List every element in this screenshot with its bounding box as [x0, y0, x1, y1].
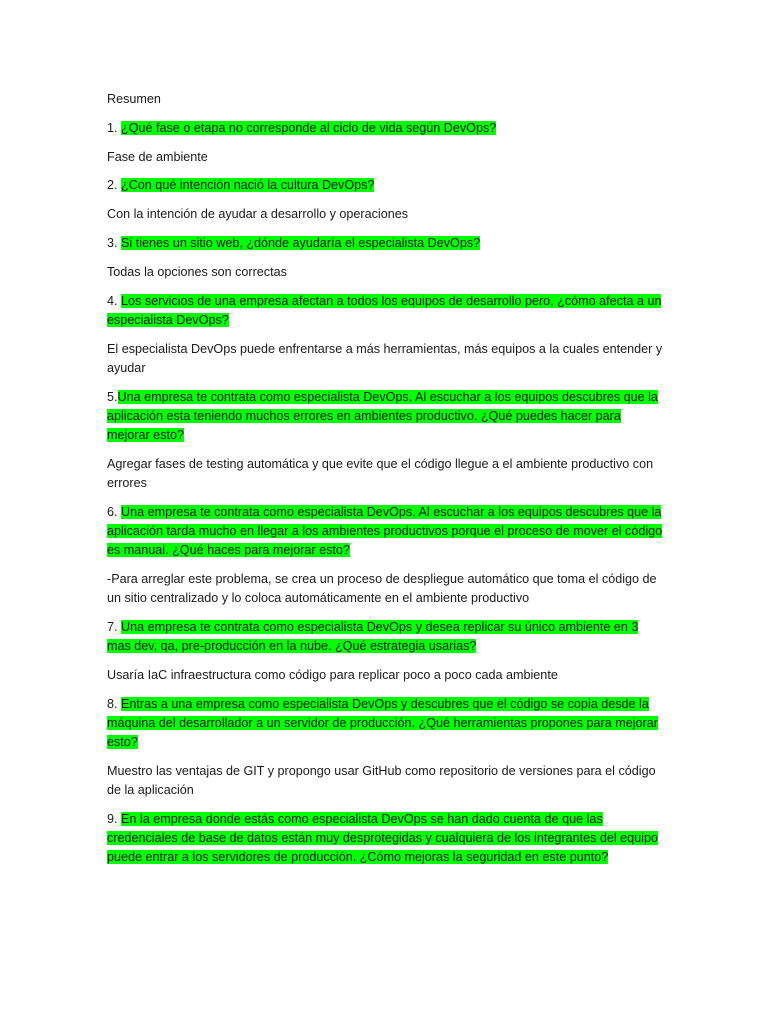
answer-1: Fase de ambiente — [107, 149, 208, 164]
question-1 — [107, 119, 663, 138]
question-2 — [107, 176, 663, 195]
question-7 — [107, 618, 663, 656]
question-text: ¿Qué fase o etapa no corresponde al ciclo de vida según DevOps? — [121, 120, 497, 135]
answer-4: El especialista DevOps puede enfrentarse a más herramientas, más equipos a la cuales entender y ayudar — [107, 341, 663, 375]
question-5 — [107, 388, 663, 446]
question-number: 1. — [107, 120, 122, 135]
question-number: 4. — [107, 293, 122, 308]
question-text: Una empresa te contrata como especialista DevOps. Al escuchar a los equipos descubres que la aplicación tarda mucho en llegar a los ambientes productivos porque el proceso de mover el código es manual. ¿Qué haces para mejorar esto? — [107, 504, 663, 558]
question-number: 6. — [107, 504, 122, 519]
question-number: 5. — [107, 389, 118, 404]
question-text: Si tienes un sitio web, ¿dónde ayudaría el especialista DevOps? — [121, 235, 481, 250]
answer-5: Agregar fases de testing automática y que evite que el código llegue a el ambiente productivo con errores — [107, 456, 654, 490]
question-number: 3. — [107, 235, 122, 250]
question-6 — [107, 503, 663, 561]
document-page — [107, 90, 663, 877]
answer-2: Con la intención de ayudar a desarrollo y operaciones — [107, 207, 409, 222]
question-text: Una empresa te contrata como especialista DevOps. Al escuchar a los equipos descubres que la aplicación esta teniendo muchos errores en ambientes productivo. ¿Qué puedes hacer para mejorar esto? — [107, 389, 658, 442]
question-number: 8. — [107, 696, 122, 711]
answer-3: Todas la opciones son correctas — [107, 264, 287, 279]
question-9 — [107, 810, 663, 868]
question-8 — [107, 695, 663, 753]
question-3 — [107, 234, 663, 253]
question-4 — [107, 292, 663, 330]
question-text: Entras a una empresa como especialista DevOps y descubres que el código se copia desde la máquina del desarrollador a un servidor de producción. ¿Qué herramientas propones para mejorar esto? — [107, 696, 658, 750]
question-number: 2. — [107, 178, 122, 193]
question-text: ¿Con qué intención nació la cultura DevOps? — [121, 178, 375, 193]
answer-8: Muestro las ventajas de GIT y propongo usar GitHub como repositorio de versiones para el código de la aplicación — [107, 763, 656, 798]
question-text: En la empresa donde estás como especialista DevOps se han dado cuenta de que las credenciales de base de datos están muy desprotegidas y cualquiera de los integrantes del equipo puede entrar a los servidores de producción. ¿Cómo mejoras la seguridad en este punto? — [107, 811, 658, 865]
question-number: 7. — [107, 619, 122, 634]
answer-6: -Para arreglar este problema, se crea un proceso de despliegue automático que toma el código de un sitio centralizado y lo coloca automáticamente en el ambiente productivo — [107, 571, 657, 606]
question-text: Los servicios de una empresa afectan a todos los equipos de desarrollo pero, ¿cómo afecta a un especialista DevOps? — [107, 293, 662, 327]
document-heading: Resumen — [107, 92, 161, 106]
answer-7: Usaría IaC infraestructura como código para replicar poco a poco cada ambiente — [107, 667, 558, 682]
question-text: Una empresa te contrata como especialista DevOps y desea replicar su único ambiente en 3 mas dev, qa, pre-producción en la nube. ¿Qué estrategia usarias? — [107, 619, 639, 654]
question-number: 9. — [107, 811, 122, 826]
